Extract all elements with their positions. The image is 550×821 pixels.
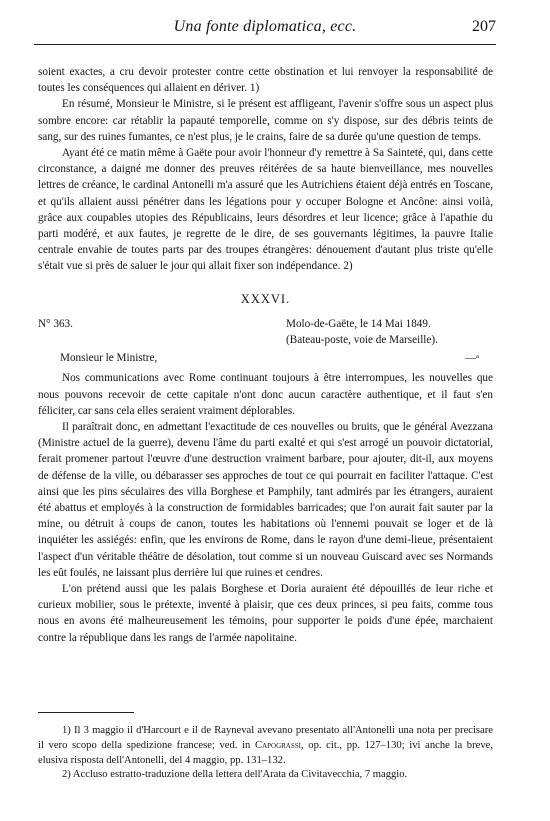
footnotes: [38, 724, 493, 783]
salutation-line: [38, 350, 493, 366]
document-place-date: Molo-de-Gaëte, le 14 Mai 1849.: [286, 317, 431, 330]
paragraph-continuation: soient exactes, a cru devoir protester contre cette obstination et lui renvoyer la responsabilité de toutes les conséquences qui allaient en dériver. 1): [38, 66, 493, 95]
header-rule: [34, 44, 496, 45]
letter-paragraph-2: Il paraîtrait donc, en admettant l'exactitude de ces nouvelles ou bruits, que le général Avezzana (Ministre actuel de la guerre), devenu l'âme du parti exalté et qui s'est arrogé un pouvoir dictatorial, ferait promener partout l'œuvre d'une destruction vraiment barbare, pour ajouter, dit-il, aux moyens de défense de la ville, ou débarasser ses approches de tout ce qui pourrait en faciliter l'attaque. C'est ainsi que les pins séculaires des villa Borghese et Pamphily, tant admirés par les étrangers, auraient été abattus et employés à la construction de formidables barricades; que l'on aurait fait sauter par la mine, ou détruit à coups de canon, toutes les habitations où l'ennemi pouvait se loger et de là inquiéter les assiégés: enfin, que les environs de Rome, dans le rayon d'une demi-lieue, présentaient l'aspect d'un véritable théâtre de désolation, tout comme si un nouveau Guiscard avec ses Normands les eût foulés, ne laissant plus derrière lui que ruines et cendres.: [38, 421, 493, 579]
running-head: [34, 18, 496, 40]
page-number: 207: [472, 18, 496, 35]
footnote-rule: [38, 712, 134, 713]
letter-paragraph-3: L'on prétend aussi que les palais Borghese et Doria auraient été dépouillés de leur riche et curieux mobilier, sous le prétexte, inventé à plaisir, que ces deux princes, si peu faits, comme tous nous en avons été malheureusement les témoins, pour supporter le poids d'une épée, marchaient contre la république dans les rangs de l'armée napolitaine.: [38, 583, 493, 644]
running-title: Una fonte diplomatica, ecc.: [173, 18, 357, 35]
footnote-1-text-b: , op. cit., pp. 127–130; ivi anche la breve, elusiva risposta dell'Antonelli, del 4 maggio, pp. 131–132.: [38, 739, 493, 766]
paragraph-gaeta: Ayant été ce matin même à Gaëte pour avoir l'honneur d'y remettre à Sa Sainteté, qui, dans cette circonstance, a daigné me donner des preuves réitérées de sa haute bienveillance, mes nouvelles lettres de créance, le cardinal Antonelli m'a assuré que les Autrichiens étaient déjà entrés en Toscane, et qu'ils allaient aussi pénétrer dans les légations pour y occuper Bologne et Ancône: ainsi voilà, grâce aux coupables utopies des Républicains, leurs désordres et leur licence; grâce à l'apathie du parti modéré, et aux fautes, je regrette de le dire, de ses gouvernants légitimes, la pauvre Italie centrale envahie de toutes parts par des troupes étrangères: dénouement d'autant plus triste qu'elle s'était vue si près de saluer le jour qui allait fixer son indépendance. 2): [38, 147, 493, 273]
document-transport: (Bateau-poste, voie de Marseille).: [286, 334, 438, 347]
document-section-number: XXXVI.: [240, 291, 291, 306]
document-number: N° 363.: [38, 317, 73, 330]
salutation: Monsieur le Ministre,: [60, 352, 158, 365]
footnote-2: 2) Accluso estratto-traduzione della lettera dell'Arata da Civitavecchia, 7 maggio.: [62, 769, 408, 781]
letter-paragraph-1: Nos communications avec Rome continuant toujours à être interrompues, les nouvelles que nous pouvons recevoir de cette capitale n'ont donc aucun caractère authentique, et il faut s'en féliciter, car sans cela elles seraient vraiment déplorables.: [38, 372, 493, 417]
main-text: [38, 64, 493, 646]
paragraph-summary: En résumé, Monsieur le Ministre, si le présent est affligeant, l'avenir s'offre sous un aspect plus sombre encore: car rétablir la papauté temporelle, comme on s'y dispose, sur des débris teints de sang, sur des ruines fumantes, ce n'est plus, je le crains, faire de sa durée qu'une question de temps.: [38, 98, 493, 143]
footnote-1: [38, 724, 493, 768]
document-heading: [38, 316, 493, 332]
footnote-1-author: Capograssi: [255, 739, 301, 751]
margin-annotation: —ᵃ: [464, 352, 479, 365]
document-transport-line: [38, 332, 493, 348]
footnote-1-text-a: 1) Il 3 maggio il d'Harcourt e il de Rayneval avevano presentato all'Antonelli una nota per precisare il vero scopo della spedizione francese; ved. in: [38, 725, 493, 751]
